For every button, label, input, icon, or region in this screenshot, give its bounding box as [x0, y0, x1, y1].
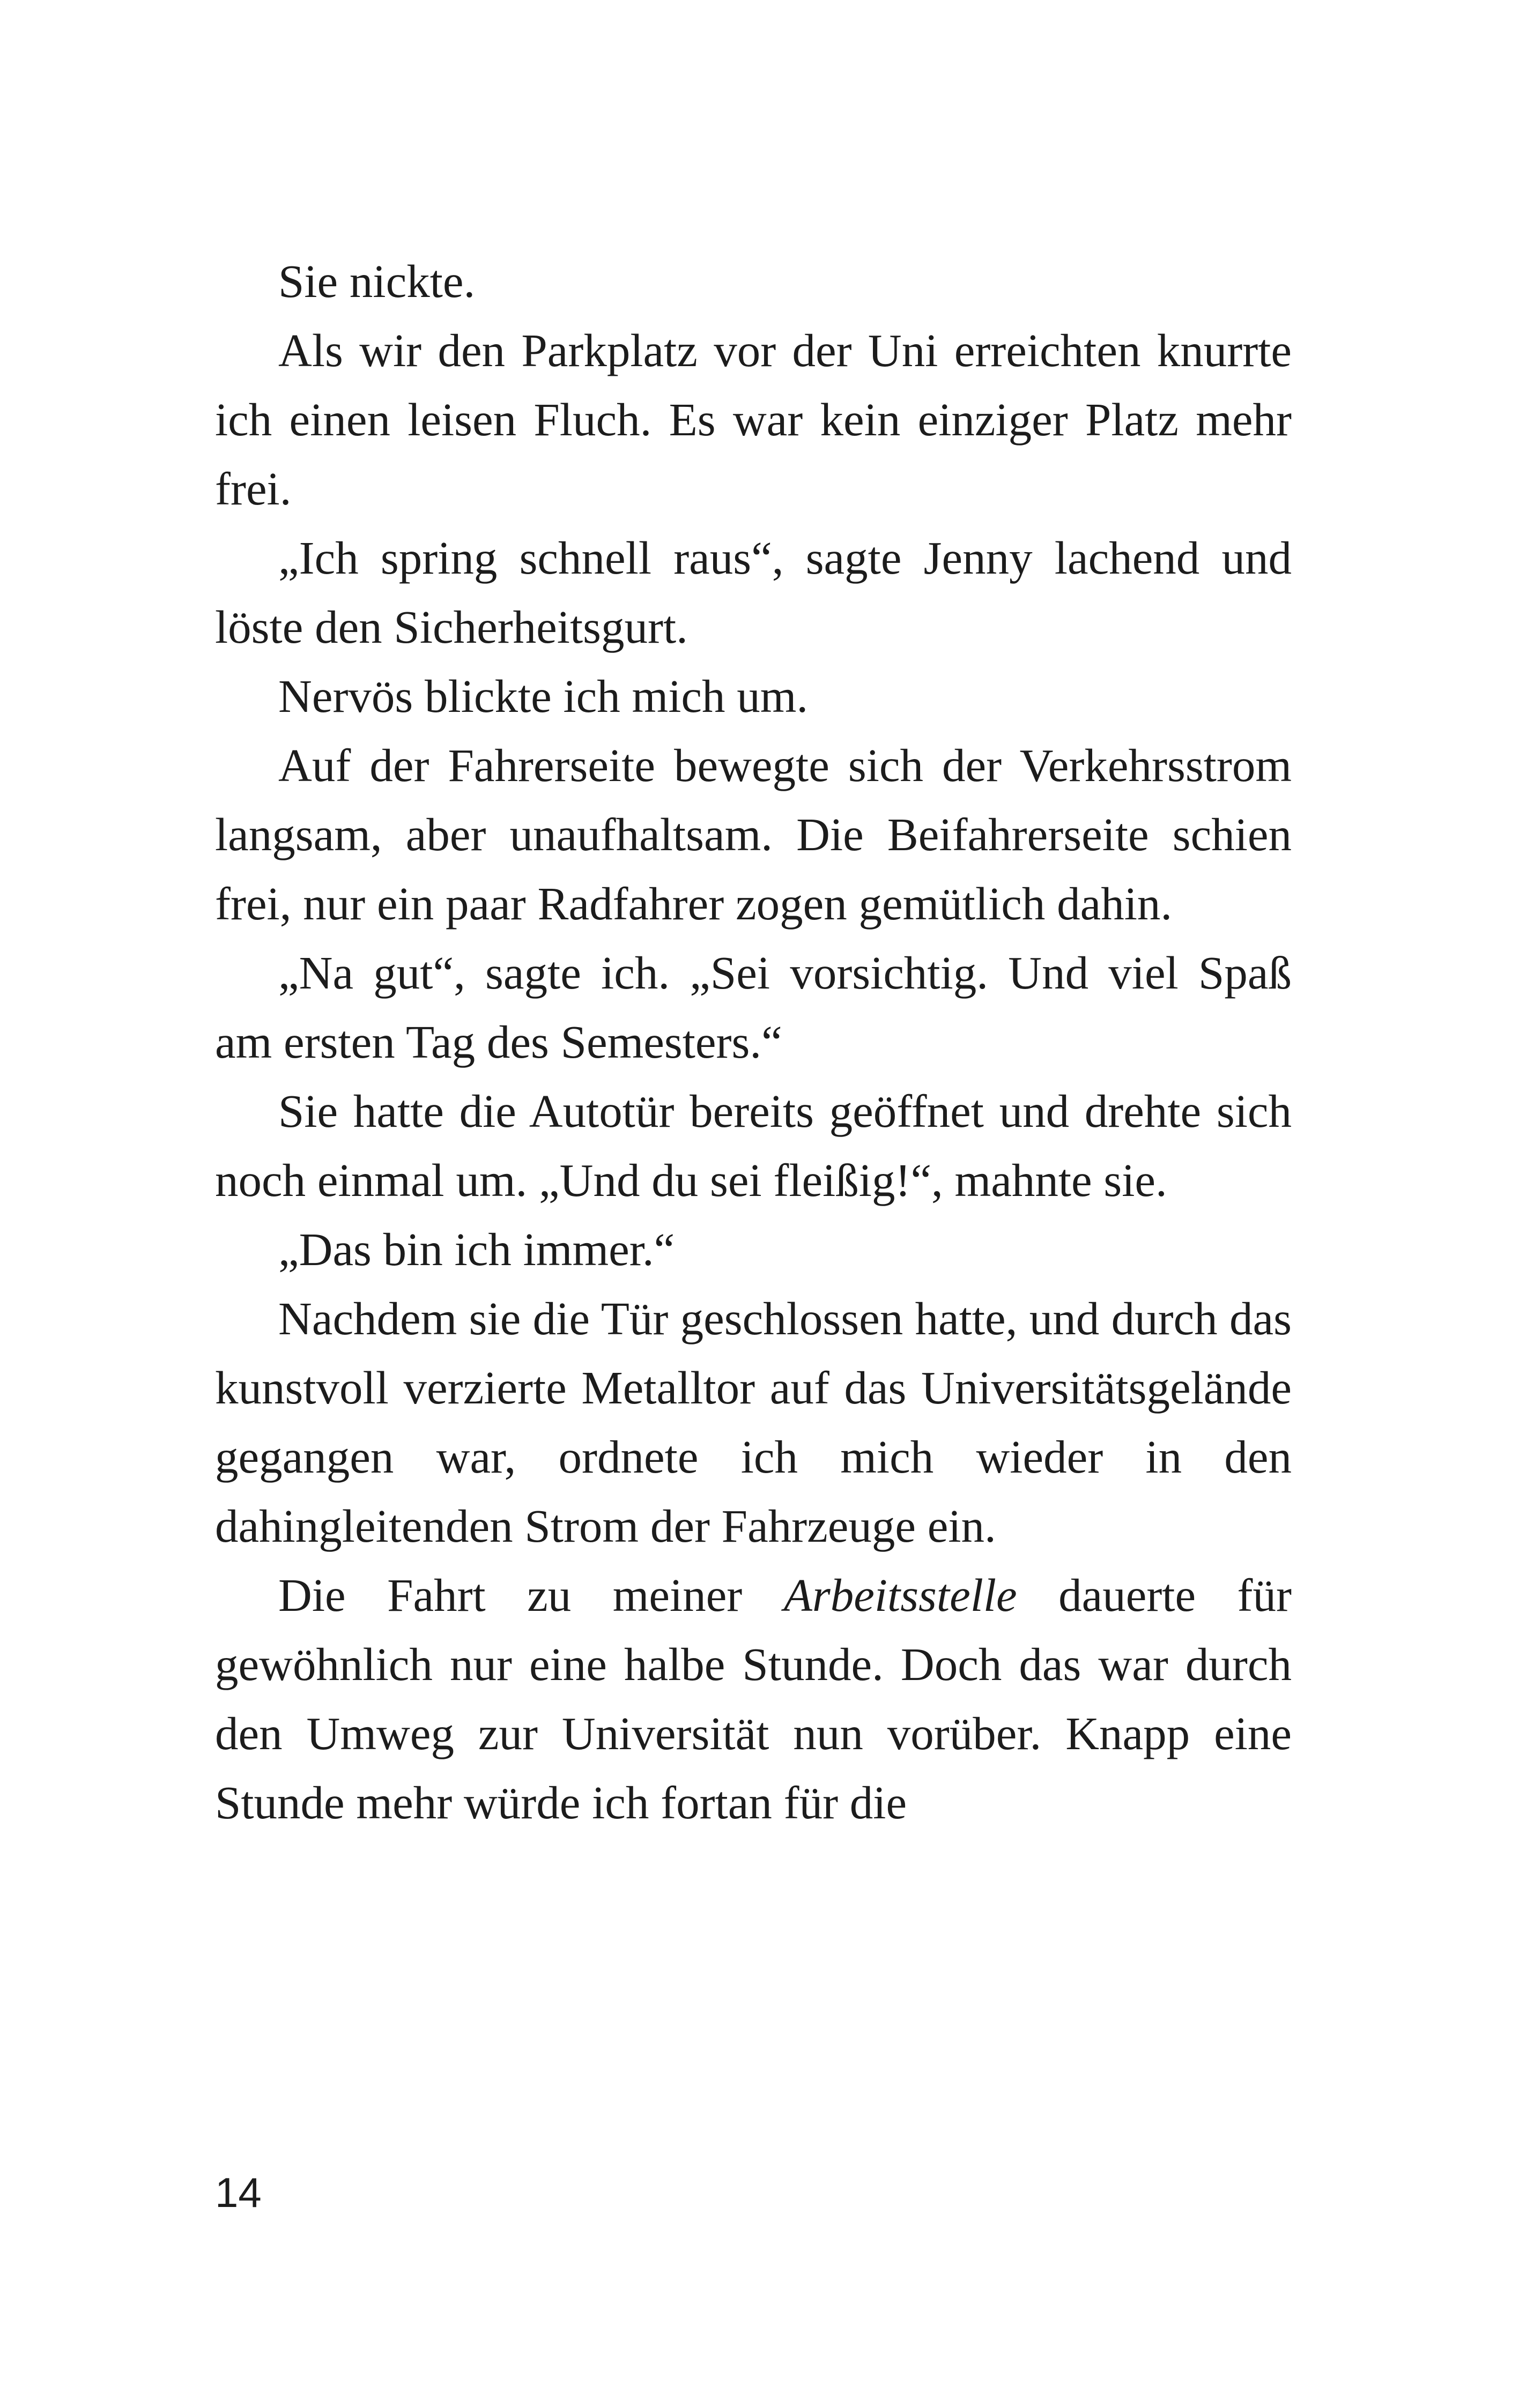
- paragraph-last: [215, 1560, 1292, 1837]
- paragraph: „Das bin ich immer.“: [278, 1223, 675, 1275]
- paragraph: Sie hatte die Autotür bereits geöffnet und drehte sich noch einmal um. „Und du sei fleißig!“, mahnte sie.: [215, 1085, 1292, 1206]
- body-text: [215, 247, 1292, 1837]
- paragraph: „Na gut“, sagte ich. „Sei vorsichtig. Und viel Spaß am ersten Tag des Semesters.“: [215, 947, 1292, 1068]
- paragraph: Als wir den Parkplatz vor der Uni erreichten knurrte ich einen leisen Fluch. Es war kein einziger Platz mehr frei.: [215, 324, 1292, 515]
- paragraph: „Ich spring schnell raus“, sagte Jenny lachend und löste den Sicherheitsgurt.: [215, 532, 1292, 653]
- paragraph: Nachdem sie die Tür geschlossen hatte, und durch das kunstvoll verzierte Metalltor auf das Universitätsgelände gegangen war, ordnete ich mich wieder in den dahingleitenden Strom der Fahrzeuge ein.: [215, 1292, 1292, 1552]
- paragraph-text-start: Die Fahrt zu meiner: [278, 1569, 784, 1621]
- paragraph-text-end: dauerte für gewöhnlich nur eine halbe Stunde. Doch das war durch den Umweg zur Universität nun vorüber. Knapp eine Stunde mehr würde ich fortan für die: [215, 1569, 1292, 1829]
- paragraph: Nervös blickte ich mich um.: [278, 670, 809, 722]
- paragraph: Sie nickte.: [278, 255, 476, 307]
- italic-word: Arbeitsstelle: [783, 1569, 1017, 1621]
- page-number: 14: [215, 2169, 262, 2216]
- paragraph: Auf der Fahrerseite bewegte sich der Verkehrsstrom langsam, aber unaufhaltsam. Die Beifahrerseite schien frei, nur ein paar Radfahrer zogen gemütlich dahin.: [215, 739, 1292, 930]
